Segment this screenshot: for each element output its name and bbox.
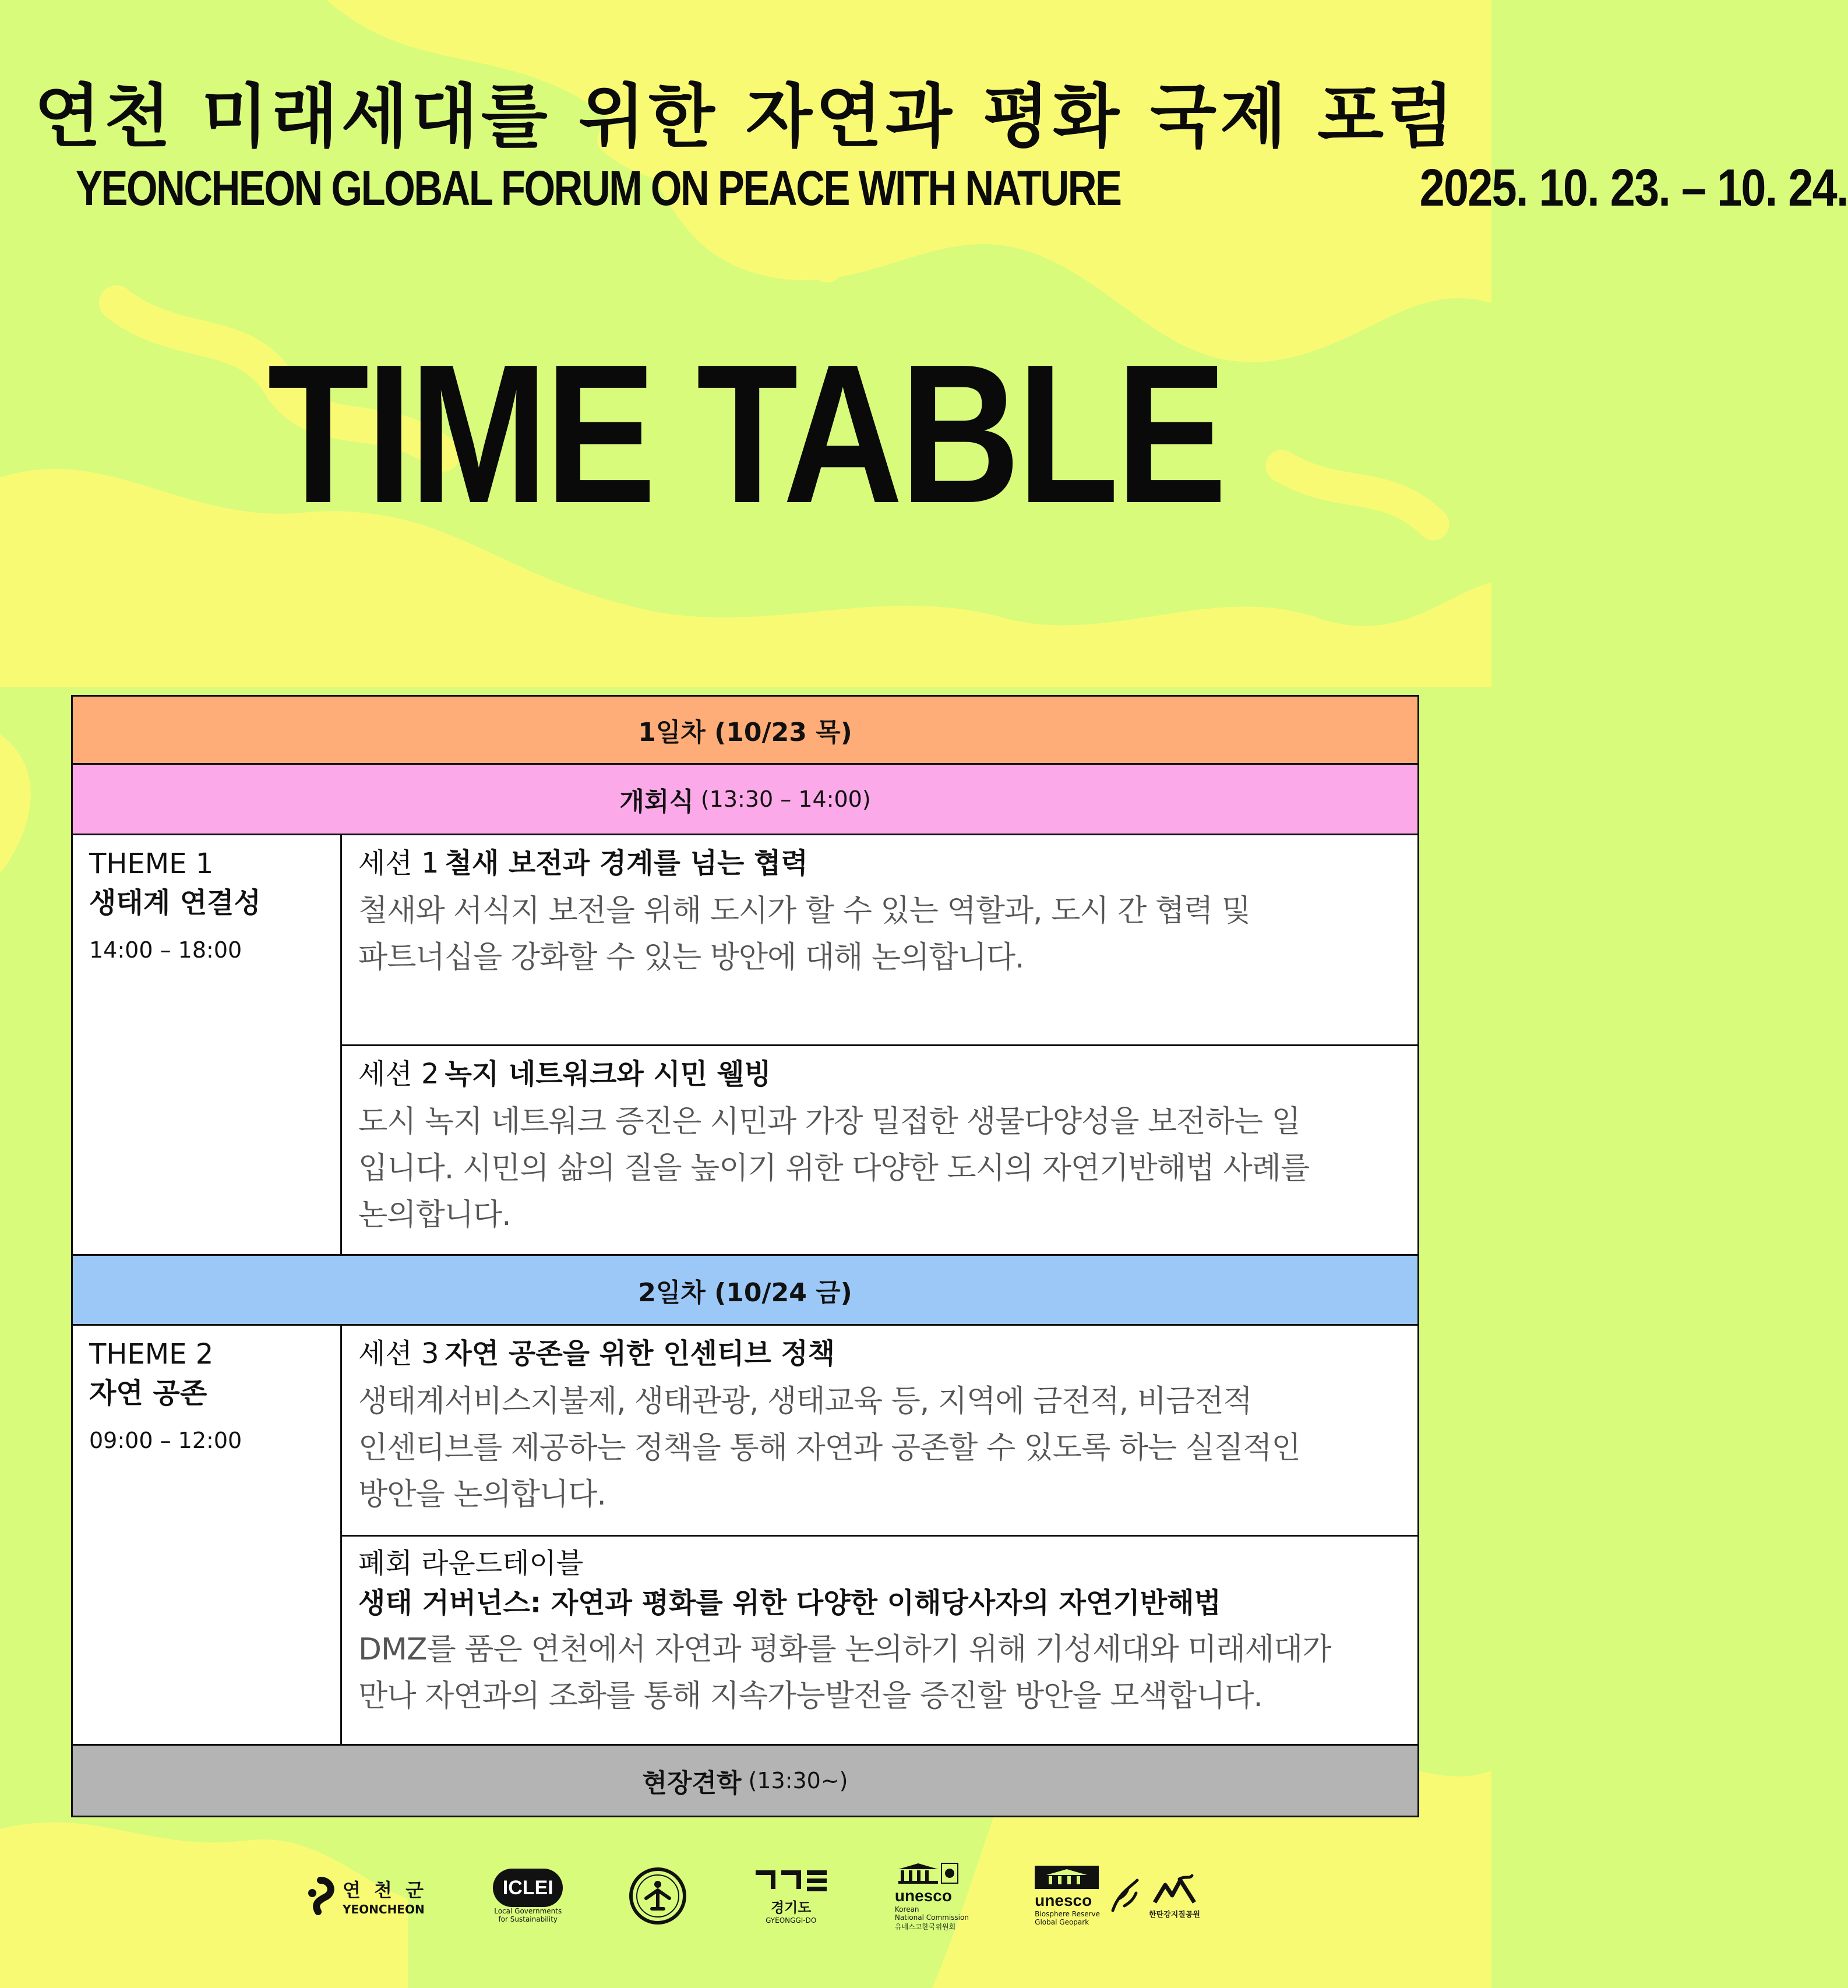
session-2-desc-line: 논의합니다. [358, 1198, 511, 1233]
theme2-label: THEME 2 [89, 1338, 214, 1371]
unesco2-sub-1: Biosphere Reserve [1035, 1910, 1101, 1918]
session-1 [342, 835, 1417, 1044]
theme2-time: 09:00 – 12:00 [89, 1428, 242, 1453]
unesco-biosphere-icon [1035, 1866, 1099, 1889]
theme1-row [73, 835, 1417, 1256]
opening-ceremony-row [73, 765, 1417, 835]
session-1-description [358, 888, 1403, 981]
hantan-name: 한탄강지질공원 [1149, 1910, 1200, 1919]
sponsor-logos [303, 1864, 1200, 1931]
gyeonggi-logo [753, 1864, 829, 1928]
iclei-wordmark: ICLEI [493, 1869, 563, 1907]
iclei-sub-1: Local Governments [494, 1907, 562, 1915]
session-1-desc-line: 철새와 서식지 보전을 위해 도시가 할 수 있는 역할과, 도시 간 협력 및 [358, 894, 1251, 928]
yeoncheon-logo [303, 1864, 427, 1928]
session-3-heading [358, 1333, 1403, 1375]
unesco-sub-1: Korean [894, 1905, 919, 1913]
day1-header [73, 697, 1417, 765]
roundtable-desc-line: 만나 자연과의 조화를 통해 지속가능발전을 증진할 방안을 모색합니다. [358, 1679, 1262, 1714]
opening-label: 개회식 [619, 787, 694, 817]
session-1-number: 세션 1 [358, 847, 439, 880]
session-3-desc-line: 생태계서비스지불제, 생태관광, 생태교육 등, 지역에 금전적, 비금전적 [358, 1384, 1252, 1419]
session-3-description [358, 1378, 1403, 1518]
biosphere-leaf-icon [1107, 1876, 1142, 1916]
gyeonggi-mark-icon [753, 1868, 829, 1894]
closing-roundtable [342, 1535, 1417, 1744]
roundtable-desc-line: DMZ를 품은 연천에서 자연과 평화를 논의하기 위해 기성세대와 미래세대가 [358, 1632, 1331, 1667]
theme2-name: 자연 공존 [89, 1377, 207, 1410]
opening-time: (13:30 – 14:00) [700, 786, 871, 812]
session-2-description [358, 1099, 1403, 1238]
time-table-heading: TIME TABLE [267, 323, 1224, 545]
session-2-title: 녹지 네트워크와 시민 웰빙 [445, 1058, 771, 1090]
hantan-geopark-icon [1151, 1873, 1198, 1906]
unesco-sub-3: 유네스코한국위원회 [894, 1922, 956, 1931]
gyeonggi-name-en: GYEONGGI-DO [766, 1916, 817, 1925]
theme2-cell [73, 1326, 342, 1744]
roundtable-label: 폐회 라운드테이블 [358, 1547, 584, 1580]
theme2-row [73, 1326, 1417, 1746]
yeoncheon-name-en: YEONCHEON [343, 1902, 425, 1916]
theme1-name: 생태계 연결성 [89, 887, 261, 919]
day2-label: 2일차 (10/24 금) [638, 1277, 852, 1308]
session-2 [342, 1044, 1417, 1254]
field-trip-row [73, 1746, 1417, 1816]
round-emblem-icon [629, 1867, 687, 1925]
yeoncheon-emblem-icon [303, 1876, 338, 1916]
unesco2-wordmark: unesco [1035, 1891, 1092, 1909]
unesco-wordmark: unesco [894, 1886, 952, 1905]
iclei-logo [493, 1864, 563, 1928]
unesco-sub-2: National Commission [894, 1913, 969, 1922]
session-3-title: 자연 공존을 위한 인센티브 정책 [445, 1337, 835, 1370]
session-2-number: 세션 2 [358, 1058, 439, 1090]
session-1-desc-line: 파트너십을 강화할 수 있는 방안에 대해 논의합니다. [358, 940, 1024, 975]
day2-header [73, 1256, 1417, 1326]
field-trip-time: (13:30~) [748, 1768, 848, 1793]
yeoncheon-name-kr: 연 천 군 [343, 1879, 428, 1901]
session-2-heading [358, 1053, 1403, 1095]
field-trip-label: 현장견학 [642, 1768, 742, 1798]
session-3-desc-line: 방안을 논의합니다. [358, 1477, 606, 1512]
unesco-temple-icon [895, 1861, 959, 1884]
session-2-desc-line: 도시 녹지 네트워크 증진은 시민과 가장 밀접한 생물다양성을 보전하는 일 [358, 1104, 1300, 1139]
unesco-korea-logo [894, 1864, 969, 1931]
session-1-title: 철새 보전과 경계를 넘는 협력 [445, 847, 808, 880]
theme1-sessions [342, 835, 1417, 1254]
gyeonggi-name-kr: 경기도 [770, 1899, 812, 1916]
forum-dates: 2025. 10. 23. – 10. 24. [1419, 158, 1848, 217]
forum-title-english: YEONCHEON GLOBAL FORUM ON PEACE WITH NATURE [76, 160, 1121, 216]
session-2-desc-line: 입니다. 시민의 삶의 질을 높이기 위한 다양한 도시의 자연기반해법 사례를 [358, 1151, 1310, 1186]
day1-label: 1일차 (10/23 목) [638, 718, 852, 747]
unesco2-sub-2: Global Geopark [1035, 1918, 1089, 1926]
theme2-sessions [342, 1326, 1417, 1744]
iclei-sub-2: for Sustainability [498, 1915, 558, 1923]
theme1-cell [73, 835, 342, 1254]
theme1-label: THEME 1 [89, 848, 214, 880]
round-emblem-logo [629, 1864, 687, 1928]
timetable [71, 695, 1419, 1817]
roundtable-description [358, 1626, 1403, 1719]
subtitle-row [76, 156, 1848, 220]
session-3 [342, 1326, 1417, 1535]
roundtable-title: 생태 거버넌스: 자연과 평화를 위한 다양한 이해당사자의 자연기반해법 [358, 1587, 1221, 1619]
unesco-biosphere-geopark-logo [1035, 1864, 1200, 1928]
forum-title-korean: 연천 미래세대를 위한 자연과 평화 국제 포럼 [34, 76, 1458, 157]
session-3-desc-line: 인센티브를 제공하는 정책을 통해 자연과 공존할 수 있도록 하는 실질적인 [358, 1431, 1300, 1466]
theme1-time: 14:00 – 18:00 [89, 937, 242, 963]
session-3-number: 세션 3 [358, 1337, 439, 1370]
session-1-heading [358, 842, 1403, 884]
